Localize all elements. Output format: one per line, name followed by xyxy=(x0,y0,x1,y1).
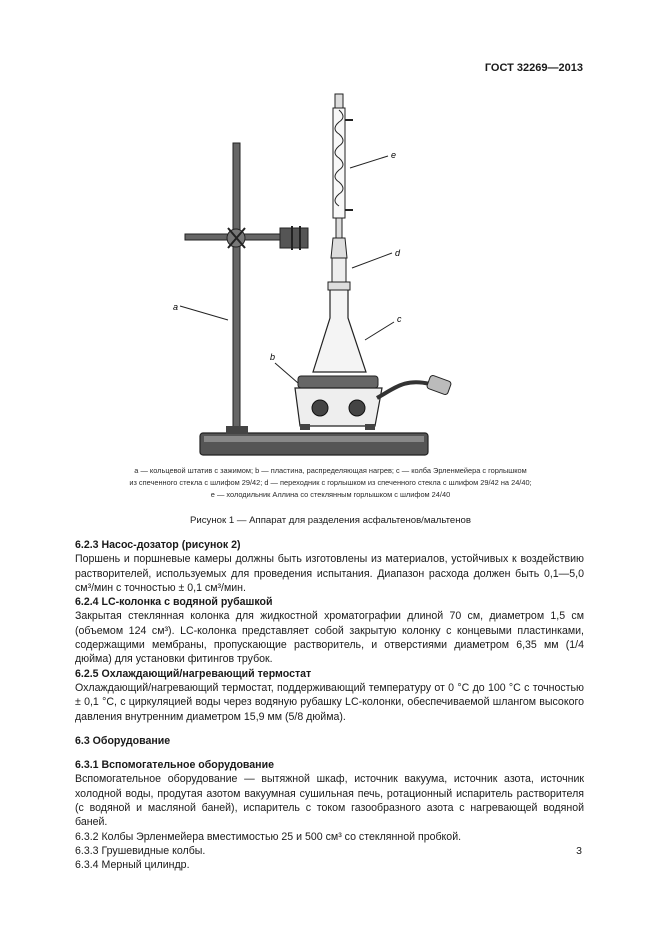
heating-plate-top xyxy=(298,376,378,388)
section-6-3-1-text: Вспомогательное оборудование — вытяжной шкаф, источник вакуума, источник азота, источник холодной воды, продутая азотом вакуумная сушильная печь, ротационный испаритель растворителя (с водяной и масляной баней), испаритель с током газообразного азота с нагревающей водяной баней. xyxy=(75,773,584,829)
section-6-3-4-text: 6.3.4 Мерный цилиндр. xyxy=(75,859,190,872)
label-c: c xyxy=(397,314,402,324)
section-6-2-4-title: 6.2.4 LC-колонка с водяной рубашкой xyxy=(75,596,273,609)
erlenmeyer-flask xyxy=(313,288,366,372)
section-6-3-2-text: 6.3.2 Колбы Эрленмейера вместимостью 25 и 500 см³ со стеклянной пробкой. xyxy=(75,830,462,843)
section-6-3-3-text: 6.3.3 Грушевидные колбы. xyxy=(75,844,206,857)
section-6-2-3-title: 6.2.3 Насос-дозатор (рисунок 2) xyxy=(75,539,241,551)
label-d: d xyxy=(395,248,401,258)
figure-title: Рисунок 1 — Аппарат для разделения асфальтенов/мальтенов xyxy=(190,515,471,526)
page-number: 3 xyxy=(576,845,582,857)
heating-plate-body xyxy=(295,388,382,426)
stand-rod xyxy=(233,143,240,433)
figure-legend-line-3: е — холодильник Аллина со стеклянным горлышком с шлифом 24/40 xyxy=(210,490,451,499)
section-6-3-1-title: 6.3.1 Вспомогательное оборудование xyxy=(75,759,274,772)
figure-legend-line-1: а — кольцевой штатив с зажимом; b — пластина, распределяющая нагрев; с — колба Эрленмейера с горлышком xyxy=(134,466,527,475)
section-6-2-4-text: Закрытая стеклянная колонка для жидкостной хроматографии длиной 70 см, диаметром 1,5 см (объемом 124 см³). LC-колонка представляет собой закрытую колонку с концевыми пластинками, содержащими мембраны, пропускающие растворитель, и отверстиями диаметром 6,35 мм (1/4 дюйма) для установки фитингов трубок. xyxy=(75,610,584,666)
section-6-2-3-text: Поршень и поршневые камеры должны быть изготовлены из материалов, устойчивых к воздействию растворителей, используемых для проведения испытания. Диапазон расхода должен быть 0,1—5,0 см³/мин с точностью ± 0,1 см³/мин. xyxy=(75,553,584,594)
standard-code: ГОСТ 32269—2013 xyxy=(484,62,583,74)
apparatus-figure xyxy=(170,88,470,468)
section-6-2-5-text: Охлаждающий/нагревающий термостат, поддерживающий температуру от 0 °С до 100 °С с точностью ± 0,1 °С, с циркуляцией воды через водяную рубашку LC-колонки, обеспечиваемой шлангом высокого давления внутренним диаметром 15,9 мм (5/8 дюйма). xyxy=(75,681,584,723)
power-cord xyxy=(377,382,430,398)
label-b: b xyxy=(270,352,276,362)
knob-2 xyxy=(349,400,365,416)
label-a: a xyxy=(173,302,179,312)
knob-1 xyxy=(312,400,328,416)
section-6-2-5-title: 6.2.5 Охлаждающий/нагревающий термостат xyxy=(75,667,312,680)
adapter xyxy=(332,258,346,282)
figure-legend-line-2: из спеченного стекла с шлифом 29/42; d — переходник с горлышком из спеченного стекла с шлифом 29/42 на 24/40; xyxy=(129,478,532,487)
label-e: e xyxy=(391,150,397,160)
document-body xyxy=(75,538,584,873)
section-6-3-title: 6.3 Оборудование xyxy=(75,734,171,747)
